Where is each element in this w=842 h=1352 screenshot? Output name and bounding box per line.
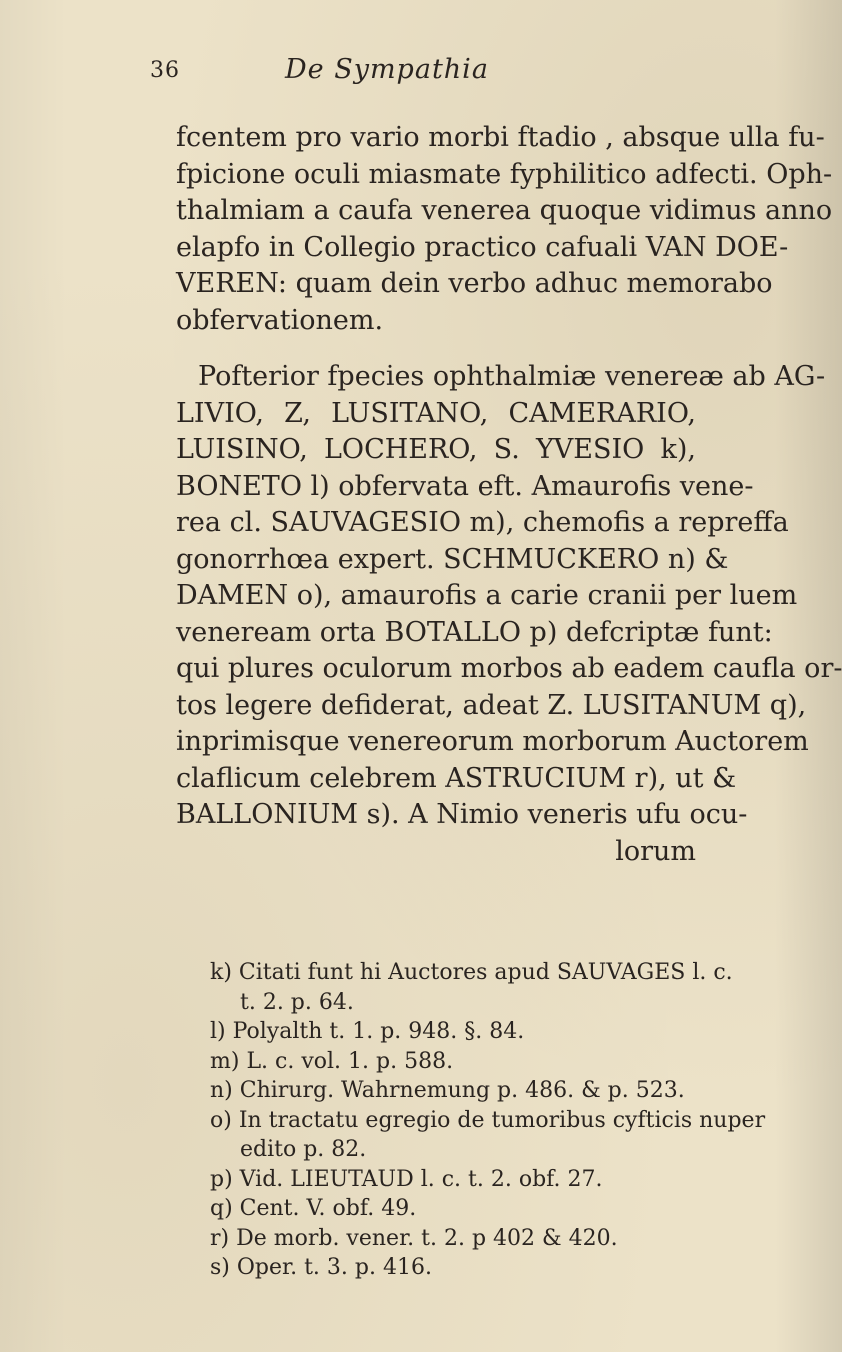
footnote: s) Oper. t. 3. p. 416. [210,1255,432,1280]
text-line: veneream orta BOTALLO p) defcriptæ funt: [176,616,773,648]
footnote: m) L. c. vol. 1. p. 588. [210,1048,454,1074]
text-line: BONETO l) obfervata eft. Amaurofis vene- [176,470,754,502]
text-line: thalmiam a caufa venerea quoque vidimus anno [176,195,833,226]
text-line: DAMEN o), amaurofis a carie cranii per luem [176,580,798,611]
footnote: l) Polyalth t. 1. p. 948. §. 84. [210,1019,525,1044]
paragraph-gap [176,339,696,359]
page-number: 36 [150,58,180,83]
text-line: BALLONIUM s). A Nimio veneris ufu ocu- [176,799,748,830]
running-head [150,54,670,94]
text-line: fcentem pro vario morbi ftadio , absque ulla fu- [176,122,825,153]
running-head-title: De Sympathia [285,54,489,85]
footnote: r) De morb. vener. t. 2. p 402 & 420. [210,1225,618,1251]
text-line: gonorrhœa expert. SCHMUCKERO n) & [176,543,729,575]
footnote-continuation: t. 2. p. 64. [240,989,354,1015]
text-line: rea cl. SAUVAGESIO m), chemofis a repreffa [176,507,789,538]
text-line: Pofterior fpecies ophthalmiæ venereæ ab AG- [198,361,826,392]
text-line: fpicione oculi miasmate fyphilitico adfecti. Oph- [176,158,833,190]
footnote: p) Vid. LIEUTAUD l. c. t. 2. obf. 27. [210,1166,603,1192]
text-line: LIVIO, Z, LUSITANO, CAMERARIO, [176,397,696,429]
text-line: qui plures oculorum morbos ab eadem caufla or- [176,653,842,684]
main-text [176,120,842,870]
text-line: VEREN: quam dein verbo adhuc memorabo [176,268,773,299]
footnote: k) Citati funt hi Auctores apud SAUVAGES l. c. [210,960,733,985]
text-line: LUISINO, LOCHERO, S. YVESIO k), [176,434,696,465]
catchword: lorum [615,835,696,867]
text-line: elapfo in Collegio practico cafuali VAN DOE- [176,231,789,263]
footnote-continuation: edito p. 82. [240,1137,367,1162]
text-line: inprimisque venereorum morborum Auctorem [176,726,809,757]
text-line: tos legere defiderat, adeat Z. LUSITANUM q), [176,689,807,721]
text-line: obfervationem. [176,304,384,336]
footnote: n) Chirurg. Wahrnemung p. 486. & p. 523. [210,1078,685,1103]
footnotes [210,958,766,1283]
footnote: q) Cent. V. obf. 49. [210,1196,417,1221]
footnote: o) In tractatu egregio de tumoribus cyfticis nuper [210,1107,766,1133]
text-line: claflicum celebrem ASTRUCIUM r), ut & [176,762,737,794]
